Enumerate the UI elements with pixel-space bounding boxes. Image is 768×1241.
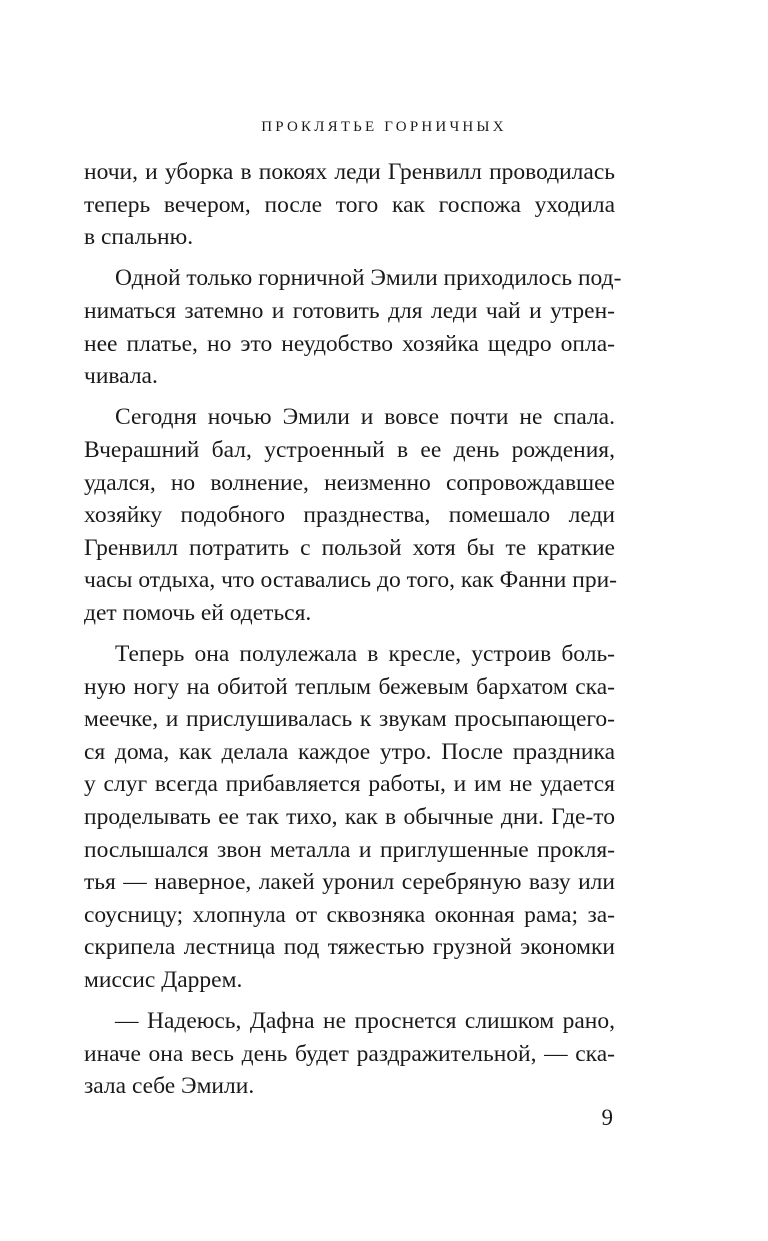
text-line: — Надеюсь, Дафна не проснется слишком рано, [115,1008,615,1035]
text-line: скрипела лестница под тяжестью грузной экономки [84,934,615,961]
text-line: чивала. [84,363,158,390]
paragraph [84,638,615,997]
text-line: послышался звон металла и приглушенные прокля- [84,836,615,863]
text-line: хозяйку подобного празднества, помешало леди [84,502,615,529]
text-line: иначе она весь день будет раздражительной, — ска- [84,1040,615,1067]
text-line: ную ногу на обитой теплым бежевым бархатом ска- [84,673,615,700]
text-line: ниматься затемно и готовить для леди чай и утрен- [84,297,615,324]
text-line: Теперь она полулежала в кресле, устроив боль- [115,641,615,668]
page-number: 9 [601,1105,613,1130]
text-line: миссис Даррем. [84,967,243,994]
paragraph [84,156,615,254]
text-line: Сегодня ночью Эмили и вовсе почти не спала. [115,404,615,431]
text-line: ся дома, как делала каждое утро. После праздника [84,738,615,765]
text-line: ночи, и уборка в покоях леди Гренвилл проводилась [84,159,615,185]
text-line: дет помочь ей одеться. [84,599,312,626]
text-line: в спальню. [84,224,194,251]
text-line: зала себе Эмили. [84,1073,255,1100]
running-head: ПРОКЛЯТЬЕ ГОРНИЧНЫХ [261,119,507,135]
paragraph [84,1005,615,1103]
text-line: у слуг всегда прибавляется работы, и им не удается [84,771,615,798]
text-line: Гренвилл потратить с пользой хотя бы те краткие [84,534,615,561]
text-line: часы отдыха, что оставались до того, как Фанни при- [84,567,617,594]
text-line: меечке, и прислушивалась к звукам просыпающего- [84,706,615,733]
text-line: проделывать ее так тихо, как в обычные дни. Где-то [84,804,615,831]
text-line: соусницу; хлопнула от сквозняка оконная рама; за- [84,901,615,928]
text-line: Вчерашний бал, устроенный в ее день рождения, [84,436,615,463]
text-line: удался, но волнение, неизменно сопровождавшее [84,469,615,496]
text-line: Одной только горничной Эмили приходилось под- [115,265,622,292]
paragraph [84,401,615,629]
text-line: теперь вечером, после того как госпожа уходила [84,191,615,218]
text-line: тья — наверное, лакей уронил серебряную вазу или [84,869,615,896]
body-text [84,156,622,1103]
text-line: нее платье, но это неудобство хозяйка щедро опла- [84,330,615,357]
paragraph [84,262,622,392]
